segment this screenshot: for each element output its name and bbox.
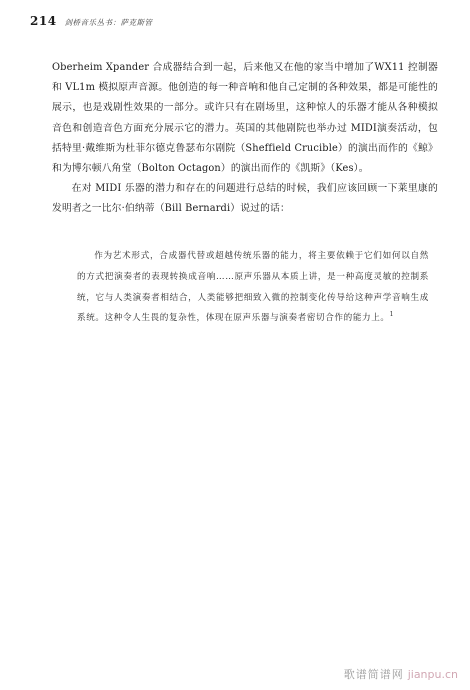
running-head: 剑桥音乐丛书：萨克斯管 <box>64 18 153 27</box>
page-number: 214 <box>30 14 57 28</box>
page-header <box>30 14 153 34</box>
watermark-url: jianpu.cn <box>407 667 458 681</box>
quote-text: 作为艺术形式，合成器代替或超越传统乐器的能力，将主要依赖于它们如何以自然的方式把演奏者的表现转换成音响……原声乐器从本质上讲，是一种高度灵敏的控制系统，它与人类演奏者相结合，人类能够把细致入微的控制变化传导给这种声学音响生成系统。这种令人生畏的复杂性，体现在原声乐器与演奏者密切合作的能力上。 <box>77 251 429 324</box>
paragraph-2: 在对 MIDI 乐器的潜力和存在的问题进行总结的时候，我们应该回顾一下莱里康的发明者之一比尔·伯纳蒂（Bill Bernardi）说过的话： <box>52 183 438 215</box>
footnote-marker: 1 <box>389 311 395 319</box>
watermark <box>344 666 458 682</box>
block-quote <box>77 246 429 329</box>
paragraph-1: Oberheim Xpander 合成器结合到一起，后来他又在他的家当中增加了WX11 控制器和 VL1m 模拟原声音源。他创造的每一种音响和他自己定制的各种效果，都是可能性的展示，也是戏剧性效果的一部分。或许只有在剧场里，这种惊人的乐器才能从各种模拟音色和创造音色方面充分展示它的潜力。英国的其他剧院也举办过 MIDI演奏活动，包括特里·戴维斯为杜菲尔德克鲁瑟布尔剧院（Sheffield Crucible）的演出而作的《鲸》和为博尔顿八角堂（Bolton Octagon）的演出而作的《凯斯》（Kes）。 <box>52 62 438 175</box>
body-text <box>52 58 438 220</box>
watermark-site-name: 歌谱简谱网 <box>343 668 404 681</box>
